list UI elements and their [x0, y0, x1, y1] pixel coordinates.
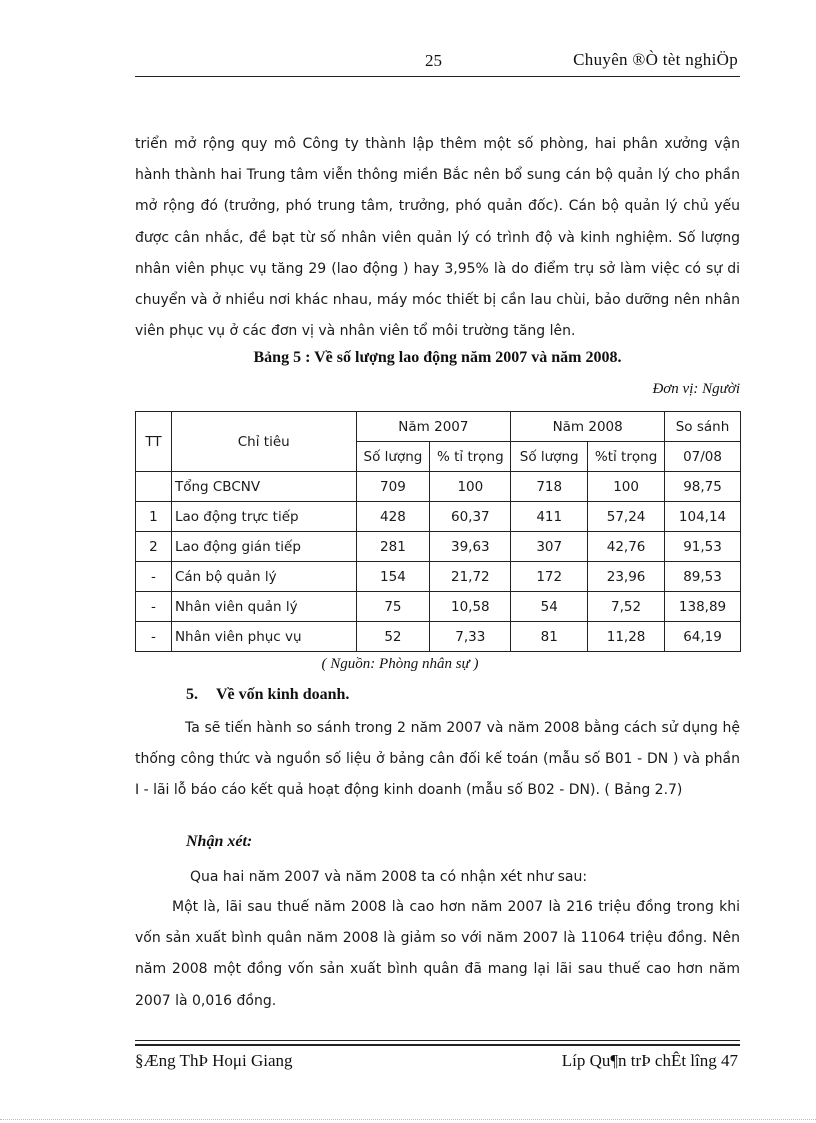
row-qty-2007: 428 — [356, 502, 430, 532]
row-name: Lao động trực tiếp — [171, 502, 356, 532]
row-compare: 64,19 — [665, 622, 741, 652]
row-qty-2007: 75 — [356, 592, 430, 622]
row-pct-2008: 7,52 — [588, 592, 665, 622]
section-heading — [186, 686, 349, 704]
row-pct-2008: 42,76 — [588, 532, 665, 562]
row-tt — [136, 472, 172, 502]
row-name: Nhân viên phục vụ — [171, 622, 356, 652]
row-pct-2008: 100 — [588, 472, 665, 502]
row-qty-2007: 281 — [356, 532, 430, 562]
row-tt: 1 — [136, 502, 172, 532]
section-title: Về vốn kinh doanh. — [216, 686, 350, 703]
row-qty-2008: 54 — [511, 592, 588, 622]
row-tt: 2 — [136, 532, 172, 562]
row-qty-2008: 172 — [511, 562, 588, 592]
labor-table — [135, 411, 741, 652]
row-qty-2007: 52 — [356, 622, 430, 652]
table-source: ( Nguồn: Phòng nhân sự ) — [321, 656, 479, 672]
row-tt: - — [136, 592, 172, 622]
page-edge — [0, 1119, 816, 1120]
row-name: Tổng CBCNV — [171, 472, 356, 502]
table-title: Bảng 5 : Về số lượng lao động năm 2007 và năm 2008. — [253, 349, 622, 366]
row-pct-2007: 39,63 — [430, 532, 511, 562]
header-qty-2008: Số lượng — [511, 442, 588, 472]
row-pct-2007: 100 — [430, 472, 511, 502]
paragraph-remark-one: Một là, lãi sau thuế năm 2008 là cao hơn năm 2007 là 216 triệu đồng trong khi vốn sản xuất bình quân năm 2008 là giảm so với năm 2007 là 11064 triệu đồng. Nên năm 2008 một đồng vốn sản xuất bình quân đã mang lại lãi sau thuế cao hơn năm 2007 là 0,016 đồng. — [135, 899, 740, 1009]
header-tt: TT — [136, 412, 172, 472]
header-compare: So sánh — [665, 412, 741, 442]
row-name: Nhân viên quản lý — [171, 592, 356, 622]
header-compare-sub: 07/08 — [665, 442, 741, 472]
row-pct-2008: 57,24 — [588, 502, 665, 532]
table-unit: Đơn vị: Người — [652, 381, 740, 397]
row-compare: 138,89 — [665, 592, 741, 622]
header-title: Chuyên ®Ò tèt nghiÖp — [573, 50, 738, 69]
footer-rule-thick — [135, 1044, 740, 1046]
row-pct-2008: 23,96 — [588, 562, 665, 592]
table-row — [136, 532, 741, 562]
footer-class-info: Líp Qu¶n trÞ chÊt lîng 47 — [561, 1051, 738, 1070]
header-indicator: Chỉ tiêu — [171, 412, 356, 472]
header-page-number: 25 — [425, 51, 442, 70]
paragraph-remark-intro: Qua hai năm 2007 và năm 2008 ta có nhận xét như sau: — [190, 869, 588, 885]
table-row — [136, 592, 741, 622]
row-tt: - — [136, 562, 172, 592]
remark-heading: Nhận xét: — [186, 833, 253, 850]
row-compare: 98,75 — [665, 472, 741, 502]
table-row — [136, 502, 741, 532]
row-name: Cán bộ quản lý — [171, 562, 356, 592]
header-rule — [135, 76, 740, 77]
footer-author: §Æng ThÞ Hoμi Giang — [135, 1051, 293, 1070]
paragraph-workforce-changes: triển mở rộng quy mô Công ty thành lập thêm một số phòng, hai phân xưởng vận hành thành hai Trung tâm viễn thông miền Bắc nên bổ sung cán bộ quản lý cho phần mở rộng đó (trưởng, phó trung tâm, trưởng, phó quản đốc). Cán bộ quản lý chủ yếu được cân nhắc, đề bạt từ số nhân viên quản lý có trình độ và kinh nghiệm. Số lượng nhân viên phục vụ tăng 29 (lao động ) hay 3,95% là do điểm trụ sở làm việc có sự di chuyển và ở nhiều nơi khác nhau, máy móc thiết bị cần lau chùi, bảo dưỡng nên nhân viên phục vụ ở các đơn vị và nhân viên tổ môi trường tăng lên. — [135, 136, 740, 340]
section-number: 5. — [186, 686, 198, 703]
row-qty-2008: 411 — [511, 502, 588, 532]
header-qty-2007: Số lượng — [356, 442, 430, 472]
header-year-2008: Năm 2008 — [511, 412, 665, 442]
row-compare: 91,53 — [665, 532, 741, 562]
header-pct-2008: %tỉ trọng — [588, 442, 665, 472]
row-pct-2007: 60,37 — [430, 502, 511, 532]
row-compare: 104,14 — [665, 502, 741, 532]
header-pct-2007: % tỉ trọng — [430, 442, 511, 472]
row-qty-2008: 307 — [511, 532, 588, 562]
row-qty-2007: 154 — [356, 562, 430, 592]
row-pct-2007: 7,33 — [430, 622, 511, 652]
row-qty-2008: 718 — [511, 472, 588, 502]
header-year-2007: Năm 2007 — [356, 412, 511, 442]
row-pct-2007: 10,58 — [430, 592, 511, 622]
row-qty-2008: 81 — [511, 622, 588, 652]
row-compare: 89,53 — [665, 562, 741, 592]
row-qty-2007: 709 — [356, 472, 430, 502]
table-row — [136, 622, 741, 652]
row-pct-2008: 11,28 — [588, 622, 665, 652]
paragraph-comparison-method: Ta sẽ tiến hành so sánh trong 2 năm 2007 và năm 2008 bằng cách sử dụng hệ thống công thức và nguồn số liệu ở bảng cân đối kế toán (mẫu số B01 - DN ) và phần I - lãi lỗ báo cáo kết quả hoạt động kinh doanh (mẫu số B02 - DN). ( Bảng 2.7) — [135, 720, 740, 799]
row-name: Lao động gián tiếp — [171, 532, 356, 562]
row-pct-2007: 21,72 — [430, 562, 511, 592]
row-tt: - — [136, 622, 172, 652]
table-row — [136, 562, 741, 592]
footer-rule-thin — [135, 1040, 740, 1041]
table-row — [136, 472, 741, 502]
